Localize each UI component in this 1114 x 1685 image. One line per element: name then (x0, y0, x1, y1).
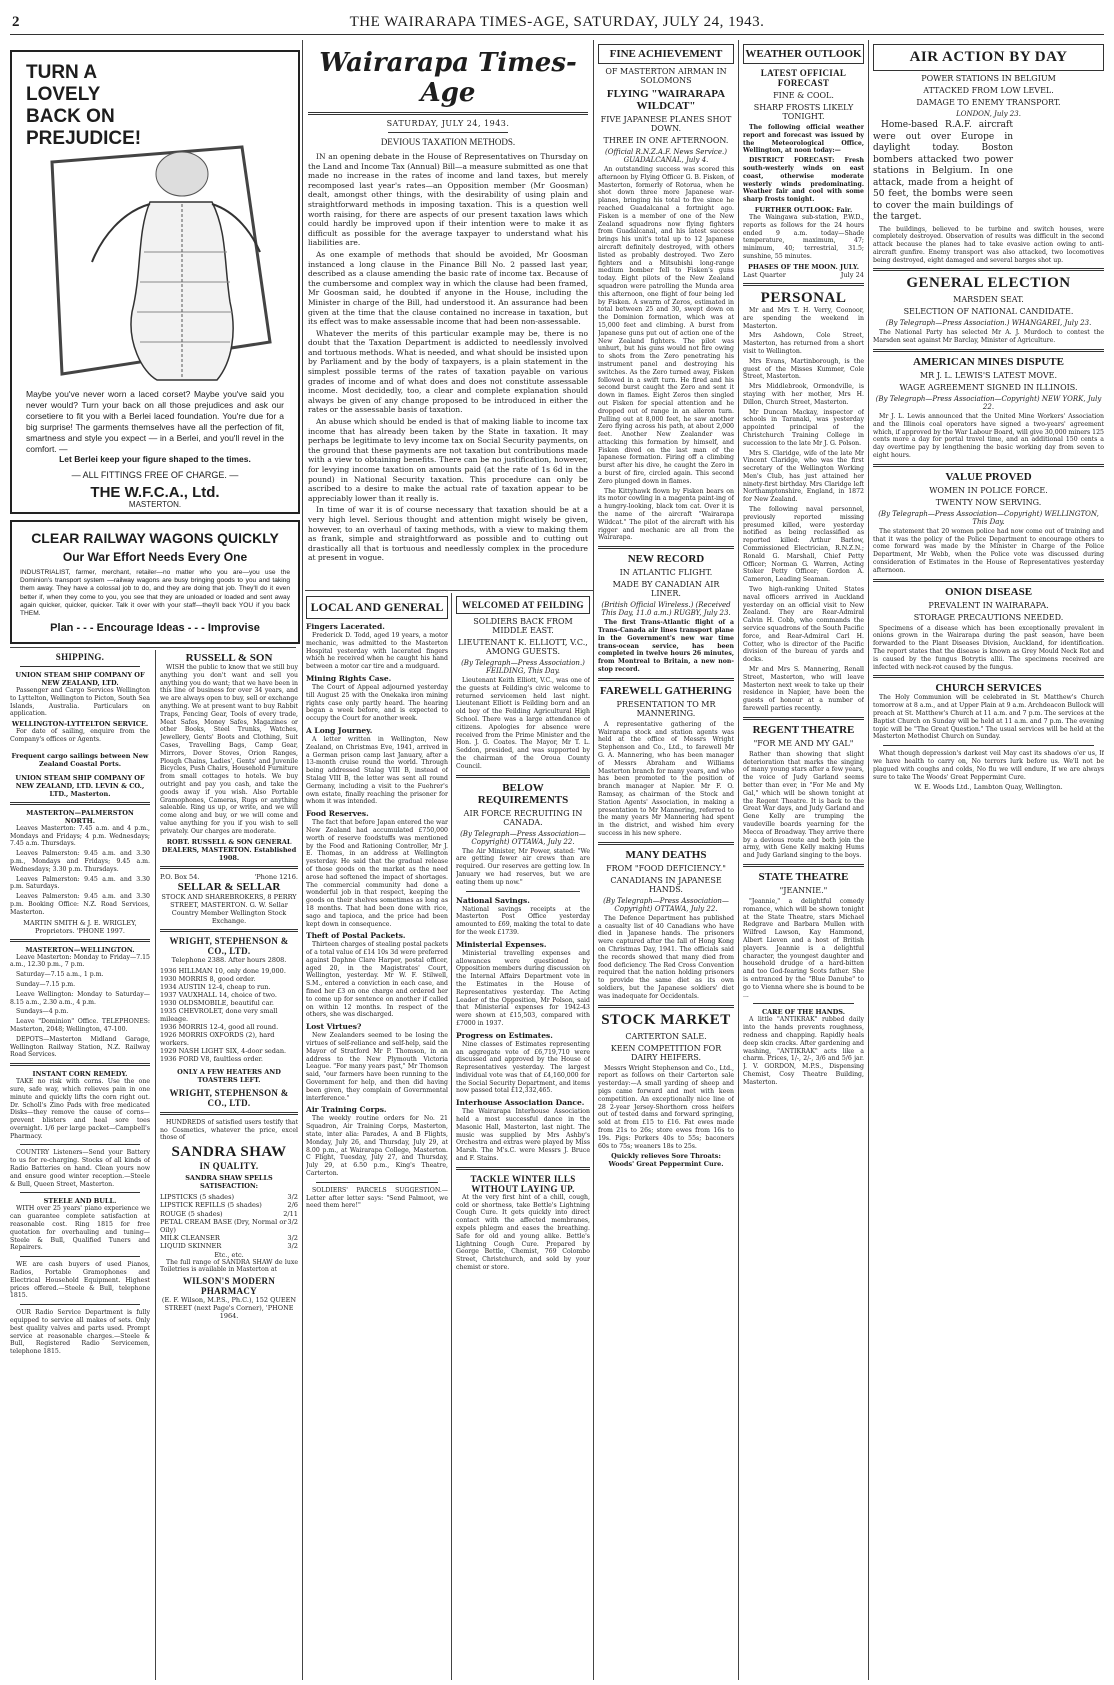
fine-achievement-sub: THREE IN ONE AFTERNOON. (603, 136, 729, 145)
feilding-text: Lieutenant Keith Elliott, V.C., was one of the guests at Feilding's civic welcome to returned servicemen held last night. Lieutenant Elliott is Feilding born and an old boy of the Feilding Agricultural High School. There was a large attendance of citizens. Apologies for absence were received from the Prime Minister and the Hon. J. G. Coates. The Mayor, Mr T. L. Seddon, presided, and was supported by the chairman of the Oroua County Council. (456, 677, 590, 770)
air-action-sub: ATTACKED FROM LOW LEVEL. (923, 86, 1054, 95)
below-requirements-title: BELOW REQUIREMENTS (477, 781, 569, 806)
price-value: 3/2 (287, 1234, 298, 1243)
editorial-paragraph: An abuse which should be ended is that of making liable to income tax income that has already been taken by the State in taxation. It may perhaps be legitimate to levy income tax on Social Security payments, on the ground that these payments are not taxation but contributions made with a view to obtaining benefits. There can be no justification, however, for levying income taxation on amounts paid (at the rate of 1s 6d in the pound) in National Security taxation. This procedure can only be ascribed to a desire to make the actual rate of taxation appear to be appreciably lower than it really is. (308, 417, 588, 503)
timetable-wellington-note: Leave "Dominion" Office. TELEPHONES: Masterton, 2048; Wellington, 47-100. (10, 1018, 150, 1033)
peppermint-cure-ad: What though depression's darkest veil May cast its shadows o'er us, If we have health to carry on, No terrors lurk before us. We'll not be plagued with coughs and colds, No flu we will endure, If we are always sure to take The Woods' Great Peppermint Cure. (873, 750, 1104, 781)
price-row (160, 1193, 298, 1201)
tackle-title: TACKLE WINTER ILLS WITHOUT LAYING UP. (470, 1173, 576, 1194)
personal-item: Mr and Mrs S. Mannering, Renall Street, Masterton, who will leave Masterton next week to take up their residence in Napier, have been the guests of honour at a number of farewell parties recently. (743, 666, 864, 712)
personal-title: PERSONAL (760, 289, 847, 306)
mines-dateline: (By Telegraph—Press Association—Copyright) NEW YORK, July 22. (875, 395, 1102, 412)
soldiers-parcels-footnote: SOLDIERS' PARCELS SUGGESTION.—Letter after letter says: "Send Palmoot, we need them here!" (306, 1186, 448, 1210)
small-ad-text: OUR Radio Service Department is fully equipped to service all makes of sets. Only best quality valves and parts used. Prompt service at reasonable charges.—Steele & Bull, Registered Radio Servicemen, telephone 1815. (10, 1309, 150, 1356)
car-list-item: 1936 FORD V8, faultless order. (160, 1054, 263, 1063)
onion-title: ONION DISEASE (944, 585, 1033, 598)
weather-title: WEATHER OUTLOOK (743, 44, 864, 64)
fine-achievement-text: The Kittyhawk flown by Fisken bears on its motor cowling in a magenta paint-ing of a hungry-looking, black tom cat. Over it is the name of the aircraft "Wairarapa Wildcat." The pilot of the aircraft with his rigger and mechanic are all from the Wairarapa. (598, 487, 734, 542)
price-item: LIPSTICKS (5 shades) (160, 1193, 235, 1202)
weather-intro: The following official weather report and forecast was issued by the Meteorological Office, Wellington, at noon today:— (743, 124, 864, 155)
paper-nameplate: Wairarapa Times-Age (319, 48, 577, 108)
shipping-route-text: For date of sailing, enquire from the Company's offices or Agents. (10, 728, 150, 743)
church-text: The Holy Communion will be celebrated in St. Matthew's Church tomorrow at 8 a.m., and at Upper Plain at 9 a.m. Archdeacon Bullock will preach at St. Matthew's Church at 11 a.m. and 7 p.m. The services at the Baptist Church on Sunday will be held at 11 a.m. and 7 p.m. The evening topic will be "The Great Question." The usual services will be held at the Masterton Methodist Church on Sunday. (873, 694, 1104, 741)
many-deaths-text: The Defence Department has published a casualty list of 40 Canadians who have died in Japanese hands. The prisoners were captured after the fall of Hong Kong on Christmas Day, 1941. The officials said the records showed that many died from food deficiency. The Red Cross Convention required that the nation holding prisoners to provide the same diet as its own soldiers, but the Japanese soldiers' diet was inadequate for Occidentals. (598, 914, 734, 1000)
sellar-heading: SELLAR & SELLAR (177, 880, 281, 893)
railway-slogan: Plan - - - Encourage Ideas - - - Improvise (50, 622, 260, 635)
news-item-head: Theft of Postal Packets. (306, 931, 406, 941)
air-action-text: Home-based R.A.F. aircraft were out over Europe in daylight today. Boston bombers attacked two power stations in Belgium. In one attack, made from a height of 50 feet, the bombs were seen to cover the main buildings of the target. (873, 120, 1013, 222)
timetable-row: Saturday—7.15 a.m., 1 p.m. (16, 971, 104, 979)
new-record-sub: MADE BY CANADIAN AIR LINER. (612, 580, 720, 599)
tackle-text: At the very first hint of a chill, cough, cold or shortness, take Bettle's Lightning Cough Cure. It gets quickly into direct contact with the affected membranes, expels phlegm and eases the breathing. Safe for old and young alike. Bettle's Lightning Cough Cure. Prepared by George Bettle, Chemist, 769 Colombo Street, Christchurch, and sold by your chemist or store. (456, 1193, 590, 1272)
sandra-range: The full range of SANDRA SHAW de luxe Toiletries is available in Masterton at (160, 1258, 298, 1274)
price-value: 3/2 (287, 1193, 298, 1202)
state-text: "Jeannie," a delightful comedy romance, which will be shown tonight at the State Theatre, stars Michael Redgrave and Barbara Mullen with Wilfred Lawson, Kay Hammond, Albert Lieven and a host of British players. Jeannie is a delightful character, the youngest daughter and household drudge of a hard-bitten and too God-fearing Scots father. She is entranced by the "Blue Danube" to go to Vienna where she is bound to be ... (743, 897, 864, 999)
election-title: GENERAL ELECTION (906, 275, 1071, 292)
price-value: 3/2 (287, 1217, 298, 1226)
shipping-agents: UNION STEAM SHIP COMPANY OF NEW ZEALAND, LTD. LEVIN & CO., LTD., Masterton. (15, 773, 145, 798)
mid-news-column (456, 596, 590, 1678)
car-list-item: 1936 HILLMAN 10, only done 19,000. (160, 966, 286, 975)
mines-sub: WAGE AGREEMENT SIGNED IN ILLINOIS. (899, 383, 1078, 393)
price-item: ROUGE (5 shades) (160, 1209, 223, 1218)
stock-market-sub: KEEN COMPETITION FOR DAIRY HEIFERS. (610, 1043, 722, 1062)
sellar-phone: 'Phone 1216. (254, 872, 298, 881)
value-proved-dateline: (By Telegraph—Press Association—Copyright) WELLINGTON, This Day. (878, 509, 1099, 526)
car-list-item: 1926 MORRIS OXFORDS (2), hard workers. (160, 1030, 275, 1047)
news-item-head: Food Reserves. (306, 809, 369, 819)
feilding-sub: LIEUTENANT K. ELLIOTT, V.C., AMONG GUESTS. (458, 638, 588, 656)
price-row (160, 1210, 298, 1218)
peppermint-cure-footer: W. E. Woods Ltd., Lambton Quay, Wellington. (914, 783, 1063, 792)
news-item-head: Progress on Estimates. (456, 1030, 553, 1040)
personal-item: Two high-ranking United States naval officers arrived in Auckland yesterday on an official visit to New Zealand. They are Rear-Admiral Calvin H. Cobb, who commands the service squadrons of the South Pacific force, and Rear-Admiral Carl H. Cotter, who is director of the Pacific division of the bureau of yards and docks. (743, 586, 864, 664)
regent-title: REGENT THEATRE (752, 723, 855, 736)
editorial-paragraph: In time of war it is of course necessary that taxation should be at a very high level. Serious thought and attention might wisely be given, however, to an overhaul of taxing methods, with a view to making them as frank, simple and straightforward as possible and to cutting out drastically all that is tortuous and needlessly complex in the procedure at present in vogue. (308, 505, 588, 563)
new-record-sub: IN ATLANTIC FLIGHT. (619, 568, 713, 578)
new-record-title: NEW RECORD (627, 553, 705, 566)
price-row (160, 1218, 298, 1234)
dealers-column (160, 652, 298, 1677)
column-rule (868, 40, 869, 1680)
sellar-po: P.O. Box 54. (160, 872, 200, 881)
column-rule (451, 593, 452, 1680)
regent-sub: "FOR ME AND MY GAL" (753, 738, 854, 748)
timetable-wellington-depots: DEPOTS—Masterton Midland Garage, Wellington Railway Station, N.Z. Railway Road Services. (10, 1035, 150, 1059)
personal-item: Mrs Ashdown, Cole Street, Masterton, has returned from a short visit to Wellington. (743, 332, 864, 355)
car-list-item: 1937 VAUXHALL 14, choice of two. (160, 990, 277, 999)
election-dateline: (By Telegraph—Press Association.) WHANGAREI, July 23. (885, 319, 1092, 328)
air-action-title: AIR ACTION BY DAY (873, 44, 1104, 71)
weather-outlook: FURTHER OUTLOOK: Fair. (754, 205, 853, 214)
page-header-title: THE WAIRARAPA TIMES-AGE, SATURDAY, JULY 24, 1943. (349, 14, 765, 30)
election-sub: MARSDEN SEAT. (953, 295, 1024, 305)
timetable-row: Leaves Palmerston: 9.45 a.m. and 3.30 p.m. Booking Office: N.Z. Road Services, Masterton. (10, 893, 150, 916)
feilding-title: WELCOMED AT FEILDING (456, 596, 590, 614)
mines-text: Mr J. L. Lewis announced that the United Mine Workers' Association and the Illinois coal operators have signed a two-years' agreement which, if approved by the War Labour Board, will give 30,000 miners 125 cents more a day for portal travel time, and an additional 150 cents a day overtime pay by lengthening the basic working day from seven to eight hours. (873, 413, 1104, 460)
editorial-paragraph: Whatever the merits of this particular example may be, there is no doubt that the Taxation Department is addicted to needlessly involved and tortuous methods. What is needed, and what should be insisted upon by Parliament and by the body of taxpayers, is a plain statement in the simplest possible terms of the rates of taxation payable on various grades of income and of what does and does not constitute assessable income. Most decidedly, too, a clear and complete explanation should always be given of any change proposed to be introduced in either the rates or the assessable basis of taxation. (308, 328, 588, 415)
local-general-column (306, 596, 448, 1678)
car-list-item: 1930 OLDSMOBILE, beautiful car. (160, 998, 274, 1007)
news-item-text: Ministerial travelling expenses and allowances were questioned by Opposition members during discussion on the Internal Affairs Department vote in the Estimates in the House of Representatives yesterday. The Acting Leader of the Opposition, Mr Polson, said that Ministerial expenses for 1942-43 were shown at £15,503, compared with £7000 in 1937. (456, 949, 590, 1027)
personal-item: Mr Duncan Mackay, inspector of schools in Taranaki, was yesterday appointed principal of the Christchurch Training College in succession to the late Mr J. G. Polson. (743, 408, 864, 447)
stock-market-sub: CARTERTON SALE. (625, 1031, 707, 1041)
moon-phase: Last Quarter (743, 270, 786, 279)
stock-market-title: STOCK MARKET (601, 1011, 731, 1028)
weather-sub: SHARP FROSTS LIKELY TONIGHT. (753, 103, 854, 121)
state-title: STATE THEATRE (758, 870, 849, 883)
news-item-text: New Zealanders seemed to be losing the virtues of self-reliance and self-help, said the Mayor of Stratford Mr P. Thomson, in an address to the New Plymouth Victoria League. "For many years past," Mr Thomson said, "our farmers have been running to the Government for help, and then did having been given, they complain of Governmental interference." (306, 1032, 448, 1102)
church-title: CHURCH SERVICES (935, 682, 1042, 695)
timetable-wellington-heading: MASTERTON—WELLINGTON. (25, 945, 135, 954)
air-action-text: The buildings, believed to be turbine and switch houses, were completely destroyed. Observation of results was difficult in the second attack because the planes had to take evasive action owing to anti-aircraft gunfire. Enemy transport was also attacked, two locomotives being destroyed, eight damaged and several barges shot up. (873, 225, 1104, 264)
berlei-fittings: — ALL FITTINGS FREE OF CHARGE. — (71, 470, 239, 480)
price-value: 2/11 (283, 1209, 298, 1218)
berlei-town: MASTERTON. (128, 500, 182, 509)
price-row (160, 1242, 298, 1250)
fine-achievement-text: An outstanding success was scored this afternoon by Flying Officer G. B. Fisken, of Masterton, formerly of Rotorua, when he shot down three more Japanese war-planes, bringing his total to five since he reached Guadalcanal a fortnight ago. Fisken is a member of one of the New Zealand squadrons now flying fighters from Guadalcanal, and his latest success brings his unit's total up to 12 Japanese aircraft definitely destroyed, with others listed as probably destroyed. Two Zero fighters and a Mitsubishi long-range medium bomber fell to Fisken's guns today. Eight pilots of the New Zealand squadron were patrolling the Munda area this afternoon, one flight of four being led by Fisken. A swarm of Zeros, estimated in total between 25 and 30, swept down on the Dominion formation, which was at 15,000 feet and climbing. A burst from Japanese guns put out of action one of the New Zealand fighters. The pilot was unhurt, but his guns would not fire owing to shots from the Zero penetrating his instrument panel and destroying his switches. As the Zero turned away, Fisken followed in a swift turn. He fired and his second burst caught the Zero and sent it down in flames. Eight Zeros then singled out Fisken for special attention and he dropped out of range in an aileron turn. Pulling out at 8,000 feet, he saw another Zero flying across his path, at about 2,000 feet. Another New Zealander was attacking this formation by himself, and Fisken dived on the last man of the Japanese formation. Firing off a climbing burst after his dive, he caught the Zero in a burst of fire, circled again. This second Zero plunged down in flames. (598, 166, 734, 485)
regent-text: Rather than showing that slight deterioration that marks the singing of many young stars after a few years, the voice of Judy Garland seems better than ever, in "For Me and My Gal," which will be shown tonight at the Regent Theatre. It is back to the Great War days, and Judy Garland and Gene Kelly are trumping the vaudeville boards yearning for the Mecca of Broadway. They arrive there by a devious route and both join the army, with Gene Kelly making Hums and Judy Garland singing to the boys. (743, 750, 864, 860)
personal-item: The following naval personnel, previously reported missing presumed killed, were yesterday notified as being reclassified as reported killed: Arthur Barlow, Commissioned Electrician, R.N.Z.N.; Ronald G. Marshall, Chief Petty Officer; Norman G. Warren, Acting Stoker Petty Officer; Gordon A. Cameron, Leading Seaman. (743, 506, 864, 584)
war-news-column (873, 44, 1104, 1678)
sandra-intro: HUNDREDS of satisfied users testify that no Cosmetics, whatever the price, excel those of (160, 1118, 298, 1142)
news-item-head: Air Training Corps. (306, 1105, 387, 1115)
small-ad-heading: INSTANT CORN REMEDY. (32, 1070, 128, 1079)
editorial-title: DEVIOUS TAXATION METHODS. (380, 137, 516, 147)
fine-achievement-dateline: (Official R.N.Z.A.F. News Service.) GUADALCANAL, July 4. (605, 148, 727, 164)
timetable-row: Sunday—7.15 p.m. (16, 980, 76, 988)
price-item: LIPSTICK REFILLS (5 shades) (160, 1201, 262, 1210)
news-item-head: Mining Rights Case. (306, 673, 392, 683)
timetable-row: Leaves Palmerston: 9.45 a.m. and 3.30 p.m., Mondays and Fridays; 9.45 a.m. Wednesdays; 3.30 p.m. Thursdays. (10, 850, 150, 873)
price-row (160, 1201, 298, 1209)
section-rule (10, 647, 296, 648)
stock-market-footer: Quickly relieves Sore Throats: Woods' Great Peppermint Cure. (608, 1152, 724, 1169)
pharmacy-address: (E. F. Wilson, M.P.S., Ph.C.), 152 QUEEN STREET (next Page's Corner), 'PHONE 1964. (161, 1296, 297, 1321)
sellar-contact-row (160, 873, 298, 881)
railway-headline: CLEAR RAILWAY WAGONS QUICKLY (31, 530, 279, 546)
price-value: 2/6 (287, 1201, 298, 1210)
price-item: LIQUID SKINNER (160, 1242, 222, 1251)
sandra-etc: Etc., etc. (214, 1250, 244, 1259)
editorial-date: SATURDAY, JULY 24, 1943. (386, 119, 510, 128)
value-proved-sub: WOMEN IN POLICE FORCE. (929, 485, 1048, 495)
news-item-head: Interhouse Association Dance. (456, 1098, 585, 1108)
fine-achievement-title: FINE ACHIEVEMENT (598, 44, 734, 64)
small-ad-text: WE are cash buyers of used Pianos, Radios, Portable Gramophones and Electrical Household Equipment. Highest prices offered.—Steele & Bull, telephone 1815. (10, 1261, 150, 1300)
sellar-body: STOCK AND SHAREBROKERS, 8 PERRY STREET, MASTERTON. G. W. Sellar Country Member Wellington Stock Exchange. (161, 892, 297, 925)
mines-sub: MR J. L. LEWIS'S LATEST MOVE. (919, 371, 1058, 381)
farewell-title: FAREWELL GATHERING (600, 684, 732, 697)
column-rule (302, 40, 303, 1680)
shipping-cargo: Frequent cargo sailings between New Zealand Coastal Ports. (11, 751, 149, 768)
price-item: MILK CLEANSER (160, 1234, 220, 1243)
railway-wagons-ad (10, 520, 300, 644)
berlei-body: Maybe you've never worn a laced corset? Maybe you've said you never would? Turn your back on all those prejudices and ask our corsetiere to fit you with a Berlei laced foundation. You're due for a big surprise! The garments themselves have all the perfection of fit, smartness and style you expect — in a Berlei, and you'll revel in the comfort. — (26, 389, 284, 454)
column-rule (155, 650, 156, 1680)
car-list-item: 1936 MORRIS 12-4, good all round. (160, 1022, 279, 1031)
corset-figure-illustration (32, 142, 282, 382)
value-proved-title: VALUE PROVED (945, 470, 1032, 483)
personal-item: Mrs Middlebrook, Ormondville, is staying with her mother, Mrs H. Dillon, Church Street, Masterton. (743, 383, 864, 406)
moon-title: PHASES OF THE MOON. JULY. (748, 262, 859, 271)
moon-date: July 24 (840, 270, 864, 279)
wright-heading-2: WRIGHT, STEPHENSON & CO., LTD. (169, 1087, 289, 1108)
news-item-text: The weekly routine orders for No. 21 Squadron, Air Training Corps, Masterton, state, inter alia: Parades, A and B Flights, Monday, July 26, and Thursday, July 29, at 8.00 p.m., at Wairarapa College, Masterton. C Flight, Tuesday, July 27, and Thursday, July 29, at 6.50 p.m., King's Theatre, Carterton. (306, 1115, 448, 1178)
car-list (160, 967, 298, 1063)
news-item-text: The Court of Appeal adjourned yesterday till August 25 with the Onekaka iron mining rights case only partly heard. The hearing began a week before, and is expected to occupy the Court for another week. (306, 683, 448, 723)
feilding-sub: SOLDIERS BACK FROM MIDDLE EAST. (473, 617, 573, 635)
timetable-row: Leaves Masterton: 7.45 a.m. and 4 p.m., Mondays and Fridays; 4 p.m. Wednesdays; 7.45 a.m. Thursdays. (10, 824, 150, 848)
figure-head (156, 152, 208, 196)
shipping-column (10, 652, 150, 1677)
timetable-row: Leave Wellington: Monday to Saturday—8.15 a.m., 2.30 a.m., 4 p.m. (10, 990, 150, 1006)
news-item-text: National savings receipts at the Masterton Post Office yesterday amounted to £69, making the total to date for the week £1739. (456, 905, 590, 936)
small-ad-text: COUNTRY Listeners—Send your Battery to us for re-charging. Stocks of all kinds of Radio Batteries on hand. Clean yours now and ensure good winter reception.—Steele & Bull, Queen Street, Masterton. (10, 1149, 150, 1188)
pharmacy-name: WILSON'S MODERN PHARMACY (182, 1276, 276, 1297)
onion-text: Specimens of a disease which has been exceptionally prevalent in onions grown in the Wairarapa during the past season, have been forwarded to the Plant Diseases Division, Auckland, for identification. The report states that the disease is known as Grey Mould Neck Rot and is caused by the fungus Botrytis allii. The specimens received are infected with neck-rot caused by the fungus. (873, 624, 1104, 671)
stock-market-text: Messrs Wright Stephenson and Co., Ltd., report as follows on their Carterton sale yesterday:—A small yarding of sheep and pigs came forward and met with keen competition. An exceptionally nice line of 28 2-year Jersey-Shorthorn cross heifers out of tested dams and forward springing, sold at from £15 to £16. Fat ewes made from 21s to 26s; store ewes from 16s to 19s. Pigs: Porkers 40s to 55s; baconers 60s to 75s; weaners 18s to 25s. (598, 1064, 734, 1150)
many-deaths-title: MANY DEATHS (625, 848, 707, 861)
new-record-dateline: (British Official Wireless.) (Received This Day, 11.0 a.m.) RUGBY, July 23. (601, 601, 731, 618)
weather-sub: LATEST OFFICIAL FORECAST (760, 68, 847, 88)
berlei-firm: THE W.F.C.A., Ltd. (90, 484, 220, 501)
airman-news-column (598, 44, 734, 1678)
weather-station-report: The Waingawa sub-station, P.W.D., reports as follows for the 24 hours ended 9 a.m. today—Shade temperature, maximum, 47; minimum, 40; terrestrial, 31.5; sunshine, 55 minutes. (743, 213, 864, 260)
value-proved-sub: TWENTY NOW SERVING. (935, 497, 1042, 507)
car-list-item: 1934 AUSTIN 12-4, cheap to run. (160, 982, 271, 991)
page-masthead (10, 14, 1104, 35)
air-action-dateline: LONDON, July 23. (956, 110, 1021, 118)
news-item-text: The fact that before Japan entered the war New Zealand had accumulated £750,000 worth of reserve foodstuffs was mentioned by the Food and Rationing Controller, Mr J. E. Thomas, in an address at Wellington yesterday. He said that the gradual release of those goods on the market as the need arose had softened the impact of shortages. The commercial community had done a wonderful job in that respect, keeping the goods on their shelves sometimes as long as 18 months. That had been done with rice, sago and tapioca, and the price had been kept down in consequence. (306, 819, 448, 928)
timetable-row: Leave Masterton: Monday to Friday—7.15 a.m., 12.30 p.m., 7 p.m. (10, 953, 150, 969)
news-item-text: The Wairarapa Interhouse Association held a most successful dance in the Masonic Hall, Masterton, last night. The music was supplied by Mrs Ashby's Orchestra and extras were played by Miss Marsh. The M's.C. were Messrs J. Bruce and F. Stains. (456, 1108, 590, 1163)
page-number: 2 (12, 14, 20, 30)
editorial-paragraph: As one example of methods that should be avoided, Mr Goosman instanced a long clause in the Finance Bill No. 2 passed last year, described as a clause amending the basic rate of income tax. Because of the cumbersome and complex way in which the clause had been framed, Mr Goosman said, he doubted if anyone in the House, including the Minister in charge of the Bill, had understood it. An assurance had been given at the time that the clause contained no increase in taxation, but its effect was to make assessable income that had been non-assessable. (308, 249, 588, 327)
railway-subhead: Our War Effort Needs Every One (62, 550, 248, 564)
news-item-head: A Long Journey. (306, 725, 373, 735)
below-requirements-text: The Air Minister, Mr Power, stated: "We are getting fewer air crews than are required. Our reserves are getting low. In January we had reserves, but we are eating them up now." (456, 847, 590, 886)
air-action-sub: DAMAGE TO ENEMY TRANSPORT. (916, 98, 1061, 107)
column-rule (738, 40, 739, 1680)
sandra-spells: SANDRA SHAW SPELLS SATISFACTION: (185, 1174, 273, 1191)
below-requirements-dateline: (By Telegraph—Press Association—Copyright) OTTAWA, July 22. (460, 829, 586, 846)
mines-title: AMERICAN MINES DISPUTE (913, 356, 1064, 369)
small-ad-text: TAKE no risk with corns. Use the one sure, safe way, which relieves pain in one minute and quickly lifts the corn right out. Dr. Scholl's Zino Pads with free medicated Disks—they remove the cause of corns—prevent blisters and heal sore toes overnight. 1/6 per large packet—Campbell's Pharmacy. (10, 1078, 150, 1140)
weather-personal-column (743, 44, 864, 1678)
feilding-dateline: (By Telegraph—Press Association.) FEILDING, This Day. (461, 659, 585, 675)
berlei-headline: TURN A LOVELY BACK ON PREJUDICE! (26, 62, 142, 149)
editorial-paragraph: IN an opening debate in the House of Representatives on Thursday on the Land and Income Tax (Annual) Bill—a measure submitted as one that made no increase in the rates of income and land taxes, but merely recomposed last year's rates—an Opposition member (Mr Goosman) dealt, amongst other things, with the desirability of using plain and straightforward methods in imposing taxation. This is a question well worth raising, for there are aspects of our present taxation laws which could hardly be improved upon if their intention were to make it as difficult as possible for the average taxpayer to understand what his liabilities are. (308, 152, 588, 248)
timetable-row: Sundays—4 p.m. (16, 1008, 69, 1016)
news-item-head: Ministerial Expenses. (456, 939, 547, 949)
timetable-row: Leaves Palmerston: 9.45 a.m. and 3.30 p.m. Saturdays. (10, 875, 150, 891)
column-rule (593, 40, 594, 1680)
many-deaths-sub: FROM "FOOD DEFICIENCY." (606, 863, 726, 873)
wright-heaters: ONLY A FEW HEATERS AND TOASTERS LEFT. (177, 1067, 281, 1084)
car-list-item: 1935 CHEVROLET, done very small mileage. (160, 1006, 278, 1023)
moon-phase-row (743, 271, 864, 279)
election-text: The National Party has selected Mr A. J. Murdoch to contest the Marsden seat against Mr Barclay, Minister of Agriculture. (873, 329, 1104, 345)
sandra-quality: IN QUALITY. (199, 1161, 259, 1172)
wright-phone: Telephone 2388. After hours 2808. (171, 955, 287, 964)
shipping-services: Passenger and Cargo Services Wellington to Lyttelton, Wellington to Picton, South Sea Islands, Australia. Particulars on application. (10, 687, 150, 718)
many-deaths-dateline: (By Telegraph—Press Association—Copyright) OTTAWA, July 22. (603, 896, 729, 913)
price-value: 3/2 (287, 1242, 298, 1251)
local-general-title: LOCAL AND GENERAL (306, 596, 448, 619)
car-list-item: 1930 MORRIS 8, good order. (160, 974, 256, 983)
onion-sub: STORAGE PRECAUTIONS NEEDED. (913, 612, 1064, 622)
fine-achievement-sub: OF MASTERTON AIRMAN IN SOLOMONS (605, 67, 727, 85)
personal-item: Mr and Mrs T. H. Verry, Coonoor, are spending the weekend in Masterton. (743, 306, 864, 330)
value-proved-text: The statement that 20 women police had now come out of training and that it was the policy of the Police Department to encourage others to come forward was made by the Minister in Charge of the Police Department, Mr Webb, when the Police vote was discussed during consideration of Estimates in the House of Representatives yesterday afternoon. (873, 527, 1104, 574)
shipping-company: UNION STEAM SHIP COMPANY OF NEW ZEALAND, LTD. (15, 671, 145, 687)
editorial-article (308, 44, 588, 584)
railway-body: INDUSTRIALIST, farmer, merchant, retailer—no matter who you are—you use the Dominion's transport system —railway wagons are busy bringing goods to you and taking them away. They have a colossal job to do, and they are doing that job. They'll do it even better if, when they come to you, you see that they are unloaded or loaded and sent away again quicker, quicker, quicker. Talk it over with your staff—they'll back YOU if you back THEM. (20, 569, 290, 618)
care-hands-text: A little "ANTIKRAK" rubbed daily into the hands prevents roughness, redness and chapping. Rapidly heals deep skin cracks. After gardening and washing, "ANTIKRAK" acts like a charm. Prices, 1/-, 2/-, 3/6 and 5/6 jar. J. V. GORDON, M.P.S., Dispensing Chemist, Cosy Theatre Building, Masterton. (743, 1016, 864, 1086)
news-item-text: Thirteen charges of stealing postal packets of a total value of £14 10s 3d were preferred against Daphne Clare Harper, postal officer, aged 20, in the Magistrates' Court, Wellington, yesterday. Mr W. F. Stilwell, S.M., entered a conviction in each case, and fined her £3 on one charge and ordered her to come up for sentence on another if called on within 12 months. In respect of the others, she was discharged. (306, 941, 448, 1019)
state-sub: "JEANNIE." (779, 885, 828, 895)
news-item-text: Frederick D. Todd, aged 19 years, a motor mechanic, was admitted to the Masterton Hospital yesterday with lacerated fingers which he received when he caught his hand between a motor car tire and a mudguard. (306, 632, 448, 671)
personal-item: Mrs Evans, Martinborough, is the guest of the Misses Kummer, Cole Street, Masterton. (743, 357, 864, 381)
price-row (160, 1234, 298, 1242)
price-item: PETAL CREAM BASE (Dry, Normal or Oily) (160, 1217, 287, 1234)
shipping-route-heading: WELLINGTON-LYTTELTON SERVICE. (11, 720, 149, 729)
farewell-sub: PRESENTATION TO MR MANNERING. (616, 699, 716, 718)
sandra-name: SANDRA SHAW (171, 1144, 287, 1161)
weather-district-forecast: DISTRICT FORECAST: Fresh south-westerly winds on east coast, otherwise moderate westerly winds predominating. Weather fair and cool with some sharp frosts tonight. (743, 157, 864, 204)
below-requirements-sub: AIR FORCE RECRUITING IN CANADA. (463, 808, 583, 827)
weather-sub: FINE & COOL. (773, 91, 834, 100)
section-rule (305, 590, 593, 591)
shipping-heading: SHIPPING. (55, 652, 105, 662)
news-item-text: Nine classes of Estimates representing an aggregate vote of £6,719,710 were discussed and approved by the House of Representatives yesterday. The largest individual vote was that of £4,160,000 for the Social Security Department, and items now passed total £12,332,465. (456, 1040, 590, 1095)
timetable-north-proprietor: MARTIN SMITH & J. E. WRIGLEY, Proprietors. 'PHONE 1997. (23, 918, 137, 935)
election-sub: SELECTION OF NATIONAL CANDIDATE. (903, 307, 1074, 317)
russell-body: WISH the public to know that we still buy anything you don't want and sell you anything you do want; that we have been in this line of business for over 34 years, and we are always open to buy, sell or exchange anything. We at present want to buy Rabbit Traps, Fencing Gear, Tools of every trade, Meat Safes, Money Safes, Magazines or other Books, Steel Trunks, Watches, Jewellery, Gents' Boots and Clothing, Suit Cases, Travelling Bags, Camp Gear, Mirrors, Dover Stoves, Orion Ranges, Plough Chains, Ladies', Gents' and Juvenile Bicycles, Push Chairs, Household Furniture from small cottages to hotels. We buy outright and pay you cash, and take the goods away if you wish. Also Portable Gramophones, Cameras, Rugs or anything saleable. Ring us up, or write, and we will come along and buy, or we will come and value anything for you if you wish to sell privately. Our charges are moderate. (160, 664, 298, 835)
air-action-sub: POWER STATIONS IN BELGIUM (921, 74, 1056, 83)
news-item-head: National Savings. (456, 895, 530, 905)
russell-heading: RUSSELL & SON (185, 652, 273, 664)
russell-sign: ROBT. RUSSELL & SON GENERAL DEALERS, MASTERTON. Established 1908. (161, 837, 297, 862)
berlei-corset-ad (10, 50, 300, 514)
new-record-text: The first Trans-Atlantic flight of a Trans-Canada air lines transport plane in the Government's new war time trans-ocean service, has been completed in twelve hours 26 minutes, from Montreal to Britain, a new non-stop record. (598, 619, 734, 674)
news-item-text: A letter written in Wellington, New Zealand, on Christmas Eve, 1941, arrived in a German prison camp last January, after a 13-month cruise round the world. Through being addressed Stalag VIII B, instead of Stalag VIII B, the letter was sent all round Germany, including a visit to the Fuehrer's own estate, finally reaching the prisoner for whom it was intended. (306, 735, 448, 806)
farewell-text: A representative gathering of the Wairarapa stock and station agents was held at the office of Messrs Wright Stephenson and Co., Ltd., to farewell Mr G. A. Mannering, who has been manager of Messrs Abraham and Williams Masterton branch for many years, and who has been promoted to the position of branch manager at Napier. Mr F. O. Ramsay, as chairman of the Stock and Station Agents' Association, in making a presentation to Mr Mannering, referred to the many years Mr Mannering had spent in the district, and wished him every success in his new sphere. (598, 720, 734, 837)
many-deaths-sub: CANADIANS IN JAPANESE HANDS. (610, 875, 722, 894)
small-ad-text: WITH over 25 years' piano experience we can guarantee complete satisfaction at reasonable cost. Ring 1815 for free quotation for overhauling and tuning—Steele & Bull, Qualified Tuners and Repairers. (10, 1205, 150, 1252)
fine-achievement-sub: FLYING "WAIRARAPA WILDCAT" (606, 88, 726, 112)
personal-item: Mrs S. Claridge, wife of the late Mr Vincent Claridge, who was the first secretary of the Wellington Working Men's Club, has just attained her ninety-first birthday. Mrs Claridge left Northamptonshire, England, in 1872 for New Zealand. (743, 449, 864, 504)
news-item-head: Lost Virtues? (306, 1022, 362, 1032)
wright-heading: WRIGHT, STEPHENSON & CO., LTD. (169, 935, 289, 956)
car-list-item: 1929 NASH LIGHT SIX, 4-door sedan. (160, 1046, 287, 1055)
berlei-tagline: Let Berlei keep your figure shaped to the times. (59, 454, 251, 464)
news-item-head: Fingers Lacerated. (306, 622, 385, 631)
onion-sub: PREVALENT IN WAIRARAPA. (928, 600, 1049, 610)
timetable-north-heading: MASTERTON—PALMERSTON NORTH. (26, 808, 134, 825)
fine-achievement-sub: FIVE JAPANESE PLANES SHOT DOWN. (600, 115, 732, 133)
care-hands-title: CARE OF THE HANDS. (761, 1008, 846, 1017)
small-ad-heading: STEELE AND BULL. (43, 1197, 117, 1206)
